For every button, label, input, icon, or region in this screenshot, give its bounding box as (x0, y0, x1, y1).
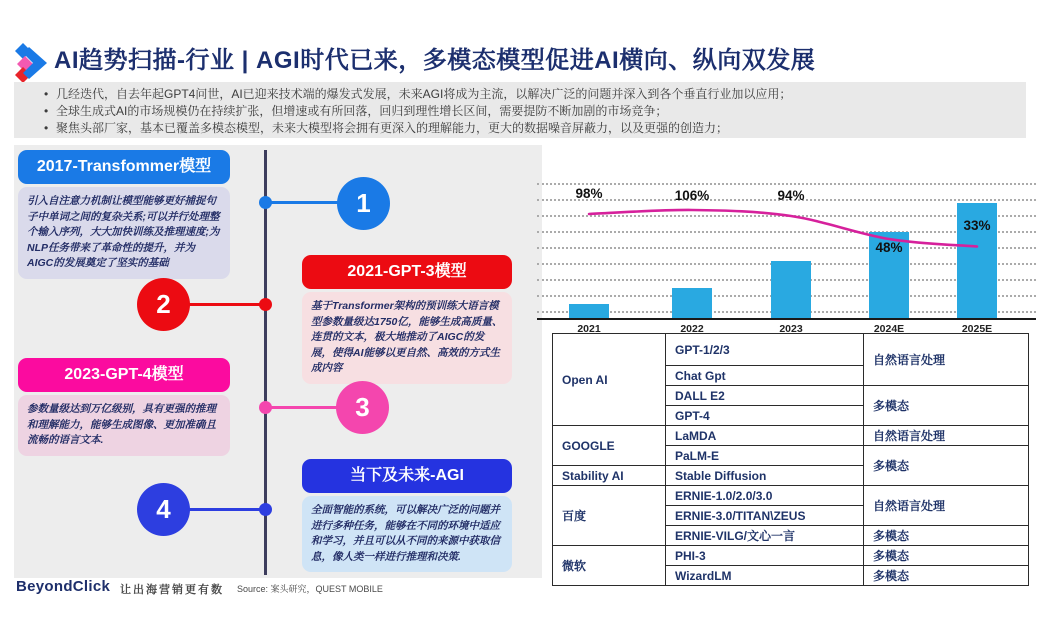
bullet-item: • 几经迭代，自去年起GPT4问世，AI已迎来技术端的爆发式发展，未来AGI将成为主流，以解决广泛的问题并深入到各个垂直行业加以应用； (44, 86, 1016, 103)
chart-x-label: 2023 (779, 323, 803, 335)
table-row (553, 426, 1029, 446)
table-cell: ERNIE-VILG/文心一言 (666, 526, 864, 546)
table-cell: 自然语言处理 (864, 426, 1029, 446)
table-cell: GPT-1/2/3 (666, 334, 864, 366)
footer-brand-logo: BeyondClick (16, 578, 111, 595)
table-cell: Stability AI (553, 466, 666, 486)
milestone-circle-4: 4 (137, 483, 190, 536)
brand-arrow-icon (14, 42, 50, 84)
milestone-circle-1: 1 (337, 177, 390, 230)
market-growth-chart (537, 178, 1036, 335)
bullet-item: • 全球生成式AI的市场规模仍在持续扩张，但增速或有所回落，回归到理性增长区间，需要提防不断加剧的市场竞争； (44, 103, 1016, 120)
models-table-body (553, 334, 1029, 586)
table-cell: ERNIE-3.0/TITAN\ZEUS (666, 506, 864, 526)
timeline-box-header: 2021-GPT-3模型 (302, 255, 512, 289)
table-cell: 多模态 (864, 526, 1029, 546)
chart-value-label: 48% (875, 240, 903, 255)
timeline-box-agi (302, 459, 512, 572)
connector-line-2 (189, 303, 266, 306)
chart-value-label: 106% (674, 188, 710, 203)
timeline-box-2021 (302, 255, 512, 384)
models-table (552, 333, 1029, 586)
timeline-box-header: 2023-GPT-4模型 (18, 358, 230, 392)
timeline-box-header: 2017-Transfommer模型 (18, 150, 230, 184)
chart-value-label: 33% (963, 217, 991, 233)
connector-line-3 (265, 406, 338, 409)
table-row (553, 334, 1029, 366)
chart-x-label: 2022 (680, 323, 704, 335)
chart-value-label: 98% (575, 186, 603, 201)
table-cell: Chat Gpt (666, 366, 864, 386)
table-row (553, 546, 1029, 566)
chart-x-label: 2021 (577, 323, 601, 335)
table-cell: DALL E2 (666, 386, 864, 406)
connector-dot-2 (259, 298, 272, 311)
table-cell: LaMDA (666, 426, 864, 446)
milestone-circle-2: 2 (137, 278, 190, 331)
timeline-box-body: 参数量级达到万亿级别，具有更强的推理和理解能力，能够生成图像、更加准确且流畅的语言文本. (18, 395, 230, 456)
table-cell: 自然语言处理 (864, 334, 1029, 386)
connector-dot-4 (259, 503, 272, 516)
timeline-box-2023 (18, 358, 230, 456)
summary-bullets (14, 82, 1026, 138)
bullet-item: • 聚焦头部厂家，基本已覆盖多模态模型，未来大模型将会拥有更深入的理解能力，更大的数据噪音屏蔽力，以及更强的创造力； (44, 120, 1016, 137)
chart-x-label: 2024E (873, 323, 905, 335)
footer-source: Source: 案头研究，QUEST MOBILE (237, 584, 383, 594)
page-title: AI趋势扫描-行业 | AGI时代已来，多模态模型促进AI横向、纵向双发展 (54, 47, 816, 74)
milestone-circle-3: 3 (336, 381, 389, 434)
table-cell: 微软 (553, 546, 666, 586)
timeline-box-header: 当下及未来-AGI (302, 459, 512, 493)
timeline-box-2017 (18, 150, 230, 279)
table-cell: 多模态 (864, 546, 1029, 566)
table-cell: 多模态 (864, 386, 1029, 426)
table-cell: Stable Diffusion (666, 466, 864, 486)
timeline-box-body: 引入自注意力机制让模型能够更好捕捉句子中单词之间的复杂关系;可以并行处理整个输入序列，大大加快训练及推理速度;为NLP任务带来了革命性的提升，并为AIGC的发展奠定了坚实的基础 (18, 187, 230, 279)
table-cell: PaLM-E (666, 446, 864, 466)
footer-tagline: 让出海营销更有数 (120, 584, 224, 596)
timeline-box-body: 全面智能的系统，可以解决广泛的问题并进行多种任务，能够在不同的环境中适应和学习，并且可以从不同的来源中获取信息，像人类一样进行推理和决策. (302, 496, 512, 572)
table-row (553, 486, 1029, 506)
table-cell: 自然语言处理 (864, 486, 1029, 526)
connector-line-4 (189, 508, 266, 511)
connector-dot-1 (259, 196, 272, 209)
bullet-list (14, 86, 1026, 137)
timeline-box-body: 基于Transformer架构的预训练大语言模型参数量级达1750亿，能够生成高质量、连贯的文本，极大地推动了AIGC的发展，使得AI能够以更自然、高效的方式生成内容 (302, 292, 512, 384)
table-cell: GOOGLE (553, 426, 666, 466)
chart-value-label: 94% (777, 188, 805, 203)
table-cell: GPT-4 (666, 406, 864, 426)
table-cell: 多模态 (864, 446, 1029, 486)
table-cell: 多模态 (864, 566, 1029, 586)
table-cell: Open AI (553, 334, 666, 426)
table-cell: PHI-3 (666, 546, 864, 566)
connector-dot-3 (259, 401, 272, 414)
table-cell: 百度 (553, 486, 666, 546)
connector-line-1 (265, 201, 339, 204)
chart-x-label: 2025E (961, 323, 993, 335)
table-cell: WizardLM (666, 566, 864, 586)
table-cell: ERNIE-1.0/2.0/3.0 (666, 486, 864, 506)
